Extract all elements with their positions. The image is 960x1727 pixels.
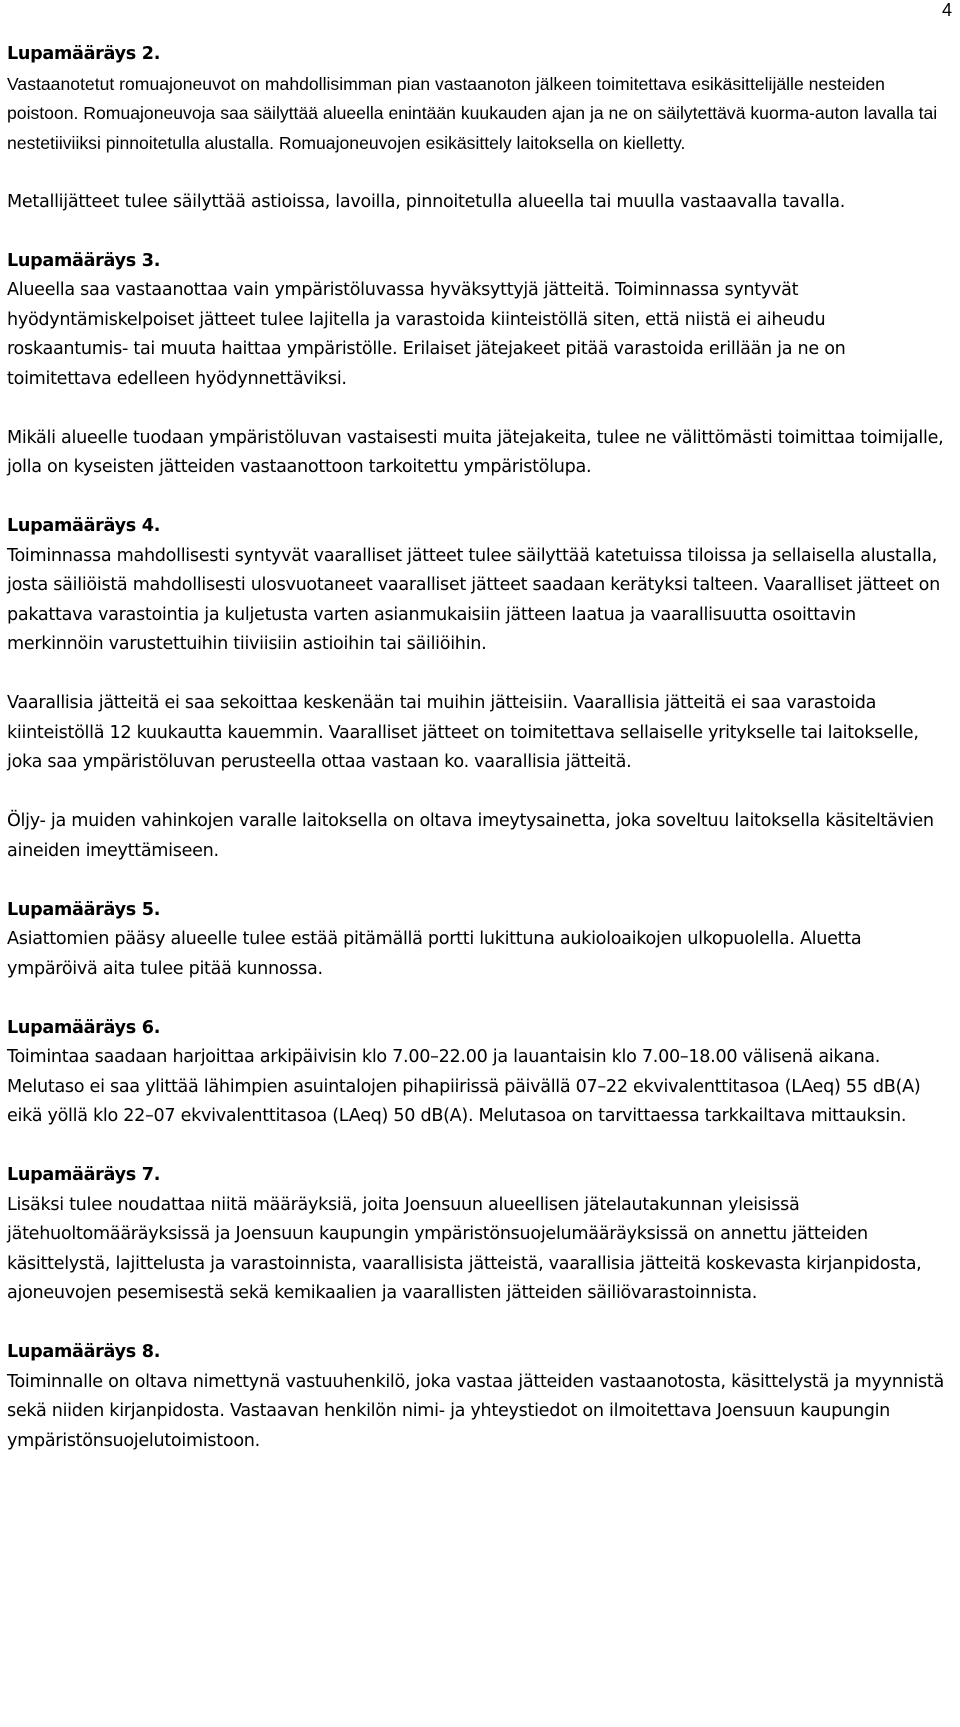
paragraph: Öljy- ja muiden vahinkojen varalle laitoksella on oltava imeytysainetta, joka soveltuu laitoksella käsiteltävien aineiden imeyttämiseen. xyxy=(7,811,934,861)
paragraph: Melutaso ei saa ylittää lähimpien asuintalojen pihapiirissä päivällä 07–22 ekvivalenttitasoa (LAeq) 55 dB(A) eikä yöllä klo 22–07 ekvivalenttitasoa (LAeq) 50 dB(A). Melutasoa on tarvittaessa tarkkailtava mittauksin. xyxy=(7,1076,921,1126)
paragraph: Vastaanotetut romuajoneuvot on mahdollisimman pian vastaanoton jälkeen toimitettava esikäsittelijälle nesteiden poistoon. Romuajoneuvoja saa säilyttää alueella enintään kuukauden ajan ja ne on säilytettävä kuorma-auton lavalla tai nestetiiviiksi pinnoitetulla alustalla. Romuajoneuvojen esikäsittely laitoksella on kielletty. xyxy=(7,73,938,153)
section-heading: Lupamääräys 5. xyxy=(7,899,161,920)
section-heading: Lupamääräys 6. xyxy=(7,1017,161,1038)
paragraph: Vaarallisia jätteitä ei saa sekoittaa keskenään tai muihin jätteisiin. Vaarallisia jätteitä ei saa varastoida kiinteistöllä 12 kuukautta kauemmin. Vaaralliset jätteet on toimitettava sellaiselle yritykselle tai laitokselle, joka saa ympäristöluvan perusteella ottaa vastaan ko. vaarallisia jätteitä. xyxy=(7,693,919,772)
section-lupamaarays-6 xyxy=(7,1014,947,1132)
paragraph: Mikäli alueelle tuodaan ympäristöluvan vastaisesti muita jätejakeita, tulee ne välittömästi toimittaa toimijalle, jolla on kyseisten jätteiden vastaanottoon tarkoitettu ympäristölupa. xyxy=(7,427,944,477)
paragraph: Toimintaa saadaan harjoittaa arkipäivisin klo 7.00–22.00 ja lauantaisin klo 7.00–18.00 välisenä aikana. xyxy=(7,1047,881,1067)
paragraph: Lisäksi tulee noudattaa niitä määräyksiä, joita Joensuun alueellisen jätelautakunnan yleisissä jätehuoltomääräyksissä ja Joensuun kaupungin ympäristönsuojelumääräyksissä on annettu jätteiden käsittelystä, lajittelusta ja varastoinnista, vaarallisista jätteistä, vaarallisia jätteitä koskevasta kirjanpidosta, ajoneuvojen pesemisestä sekä kemikaalien ja vaarallisten jätteiden säiliövarastoinnista. xyxy=(7,1194,922,1303)
paragraph: Alueella saa vastaanottaa vain ympäristöluvassa hyväksyttyjä jätteitä. Toiminnassa syntyvät hyödyntämiskelpoiset jätteet tulee lajitella ja varastoida kiinteistöllä siten, että niistä ei aiheudu roskaantumis- tai muuta haittaa ympäristölle. Erilaiset jätejakeet pitää varastoida erillään ja ne on toimitettava edelleen hyödynnettäviksi. xyxy=(7,280,846,389)
section-lupamaarays-3 xyxy=(7,247,947,483)
section-heading: Lupamääräys 8. xyxy=(7,1342,161,1362)
section-heading: Lupamääräys 2. xyxy=(7,44,161,64)
document-body xyxy=(7,40,947,1456)
section-lupamaarays-5 xyxy=(7,896,947,985)
section-lupamaarays-2 xyxy=(7,40,947,217)
section-heading: Lupamääräys 7. xyxy=(7,1165,161,1185)
paragraph: Toiminnalle on oltava nimettynä vastuuhenkilö, joka vastaa jätteiden vastaanotosta, käsittelystä ja myynnistä sekä niiden kirjanpidosta. Vastaavan henkilön nimi- ja yhteystiedot on ilmoitettava Joensuun kaupungin ympäristönsuojelutoimistoon. xyxy=(7,1371,944,1451)
section-heading: Lupamääräys 3. xyxy=(7,250,161,271)
section-lupamaarays-8 xyxy=(7,1338,947,1456)
paragraph: Toiminnassa mahdollisesti syntyvät vaaralliset jätteet tulee säilyttää katetuissa tiloissa ja sellaisella alustalla, josta säiliöistä mahdollisesti ulosvuotaneet vaaralliset jätteet saadaan kerätyksi talteen. Vaaralliset jätteet on pakattava varastointia ja kuljetusta varten asianmukaisiin jätteen laatua ja vaarallisuutta osoittavin merkinnöin varustettuihin tiiviisiin astioihin tai säiliöihin. xyxy=(7,545,940,654)
section-lupamaarays-7 xyxy=(7,1161,947,1309)
paragraph: Asiattomien pääsy alueelle tulee estää pitämällä portti lukittuna aukioloaikojen ulkopuolella. Aluetta ympäröivä aita tulee pitää kunnossa. xyxy=(7,929,862,979)
section-heading: Lupamääräys 4. xyxy=(7,516,161,536)
paragraph: Metallijätteet tulee säilyttää astioissa, lavoilla, pinnoitetulla alueella tai muulla vastaavalla tavalla. xyxy=(7,191,846,212)
section-lupamaarays-4 xyxy=(7,512,947,866)
page-number: 4 xyxy=(941,0,952,20)
